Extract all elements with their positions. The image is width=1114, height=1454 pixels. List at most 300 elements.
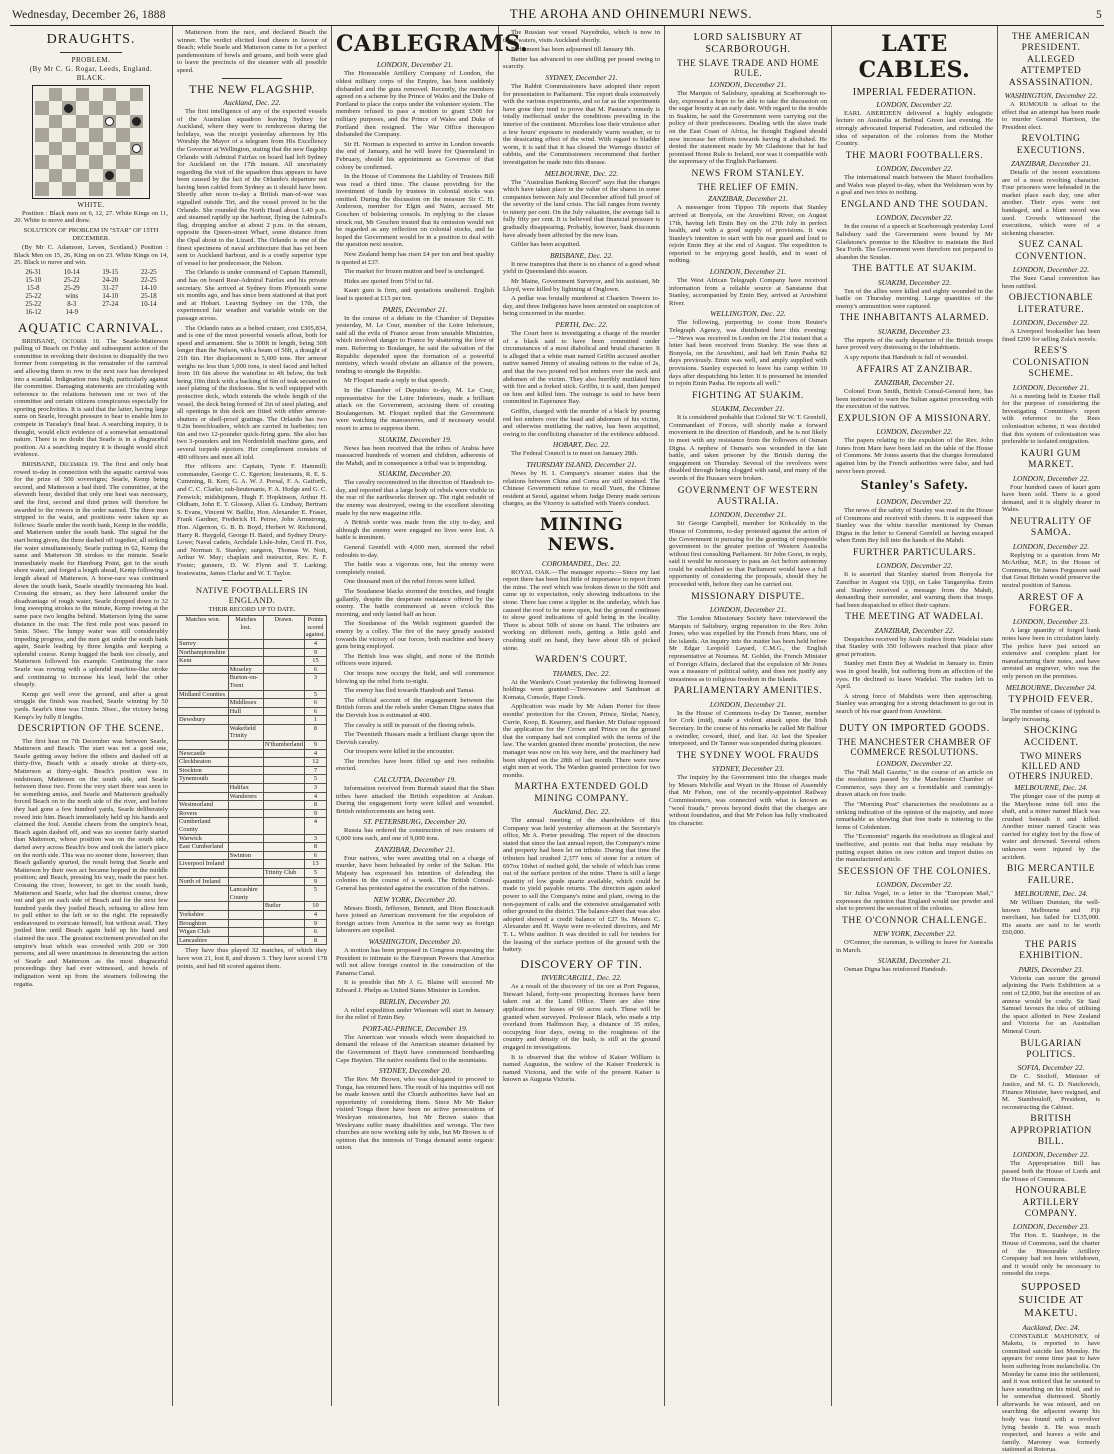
paragraph: As a result of the discovery of tin ore at Port Pegasus, Stewart Island, forty-one prospecting licenses have been taken out at the Land Office. There are also nine applications for leases of 60 acres each. These will be granted when surveyed. Professor Black, who made a trip overland from Halfmoon Bay, a distance of 35 miles, occupying four days, owing to the roughness of the country and density of the bush, is still at the ground engaged in investigations.	[503, 983, 660, 1051]
paragraph: Four natives, who were awaiting trial on a charge of murder, have been beheaded by order of the Sultan. His Majesty has expressed his intention of defending the colonies in the course of a week. The British Consul-General has protested against the execution of the natives.	[336, 854, 494, 893]
column-4	[499, 26, 665, 1406]
table-cell	[178, 792, 229, 801]
move: 22-25	[140, 276, 157, 284]
table-cell	[228, 877, 263, 886]
table-cell: Tynemouth	[178, 775, 229, 784]
paragraph: A motion has been proposed in Congress requesting the President to intimate to the European Powers that America will not allow foreign control in the construction of the Panama Canal.	[336, 946, 494, 977]
dateline: LONDON, December 22.	[876, 99, 953, 109]
paragraph: Sir Julius Vogel, in a letter to the "European Mail," expresses the opinion that England would use powder and shot to prevent the secession of the colonies.	[836, 890, 993, 913]
board-square	[76, 182, 90, 196]
further-title: FURTHER PARTICULARS.	[853, 547, 976, 558]
dateline: COROMANDEL, Dec. 22.	[541, 558, 622, 568]
secession-title: SECESSION OF THE COLONIES.	[837, 866, 992, 877]
move: 22-25	[140, 268, 157, 276]
dateline: LONDON, December 23.	[1012, 617, 1090, 627]
table-cell: Middlesex	[228, 699, 263, 708]
paragraph: A strong force of Mahdists were then approaching. Stanley was arranging for a strong detachment to go out in search of his rear guard from Aruwhimi.	[836, 692, 993, 716]
white-label: WHITE.	[77, 200, 105, 209]
dateline: HOBART, Dec. 22.	[552, 440, 611, 450]
paragraph: The "Morning Post" characterises the resolutions as a striking indication of the opinion of the majority, and more remarkable as showing that free trade is tottering to the home of Cobdenism.	[836, 800, 993, 831]
paragraph: Information received from Burmah stated that the Shan tribes have attacked the British expedition at Arakan. During the engagement forty were killed and wounded. British reinforcements are being sent.	[336, 785, 494, 815]
board-square	[49, 155, 63, 169]
mining-title: MINING NEWS.	[539, 514, 624, 556]
table-row	[178, 792, 327, 801]
board-square	[89, 182, 103, 196]
table-cell: 4	[304, 749, 326, 758]
board-square	[62, 128, 76, 142]
dateline: BRISBANE, October 10.	[22, 337, 101, 345]
paragraph: A relief expedition under Wissman will start in January for the relief of Emin Bey.	[336, 1006, 494, 1022]
dateline: NEW YORK, December 22.	[873, 929, 956, 939]
table-cell: 9	[304, 877, 326, 886]
table-cell	[178, 707, 229, 716]
samoa-title: NEUTRALITY OF SAMOA.	[1009, 516, 1093, 539]
table-cell: Wigan Club	[178, 928, 229, 937]
table-cell: Kent	[178, 657, 229, 666]
table-cell: Broughton	[178, 919, 229, 928]
table-cell: 6	[304, 928, 326, 937]
move: 15-8	[27, 284, 40, 292]
table-cell: 8	[304, 801, 326, 810]
board-square	[103, 128, 117, 142]
dateline: SOFIA, December 22.	[1017, 1063, 1085, 1073]
board-square	[130, 169, 144, 183]
paragraph: The cavalry is still in pursuit of the fleeing rebels.	[344, 721, 476, 729]
table-cell	[228, 766, 263, 775]
table-cell	[228, 928, 263, 937]
board-square	[89, 142, 103, 156]
paragraph: The Hon. E. Stanhope, in the House of Commons, said the charter of the Honourable Artillery Company had not been withdrawn, and it would only be necessary to remodel the corps.	[1002, 1232, 1100, 1278]
divider	[222, 580, 282, 581]
board-square	[49, 142, 63, 156]
rees-title: REES'S COLONISATION SCHEME.	[1012, 346, 1090, 380]
move: 24-20	[102, 276, 119, 284]
paragraph: The number of cases of typhoid is largely increasing.	[1002, 707, 1100, 723]
draughts-board	[32, 85, 150, 199]
white-king-piece	[132, 144, 141, 153]
table-cell: 9	[304, 648, 326, 657]
move: 14-10	[140, 284, 157, 292]
table-cell	[263, 657, 304, 666]
table-cell: East Cumberland	[178, 843, 229, 852]
table-cell	[228, 716, 263, 725]
dateline: ZANZIBAR, December 22.	[874, 625, 955, 635]
table-cell: 3	[304, 674, 326, 690]
table-cell	[228, 868, 263, 877]
dateline: LONDON, December 21.	[709, 80, 787, 89]
table-cell: Trinity Club	[263, 868, 304, 877]
board-square	[35, 155, 49, 169]
paragraph: Application was made by Mr Adam Porter for three months' protection for the Crown, Prince, Sirdar, Nancy, Currie, Koop, B. Kearney, and Banker. Mr Dufaur opposed the application for the Crown and Prince on the ground that the company had not complied with the terms of the law. The warden granted three months' protection, the new manager was now on his way here, and the machinery had been shipped on the 28th of last month. There were now eight men at work. The Warden granted protection for two months.	[503, 703, 660, 779]
table-cell: Yorkshire	[178, 910, 229, 919]
board-square	[130, 128, 144, 142]
battle-title: THE BATTLE AT SUAKIM.	[852, 264, 977, 275]
paragraph: A Liverpool bookseller has been fined £200 for selling Zola's novels.	[1002, 328, 1100, 343]
salisbury-title: LORD SALISBURY AT SCARBOROUGH.	[693, 32, 803, 55]
table-row	[178, 801, 327, 810]
duty-title: DUTY ON IMPORTED GOODS.	[839, 722, 990, 734]
column-5	[665, 26, 832, 1406]
table-cell: 8	[304, 843, 326, 852]
table-cell: Wanderers	[228, 792, 263, 801]
paragraph: Details of the recent executions are of a most revolting character. Four prisoners were beheaded in the market place each day, one after another. Their eyes were not bandaged, and a blunt sword was used. Crowds witnessed the executions, which were of a sickening character.	[1002, 169, 1100, 237]
table-cell: N'thumberland	[264, 741, 303, 749]
aquatic-continued: Matterson from the race, and declared Beach the winner. The verdict elicited loud cheers in favour of Beach; while Searle and Matterson came in for a perfect pandemonium of howls and groans, and both were glad to leave the precincts of the steamer with all possible speed.	[177, 29, 327, 74]
table-cell: 3	[304, 834, 326, 843]
table-cell: 9	[304, 809, 326, 818]
black-man-piece	[64, 104, 73, 113]
table-cell: Butler	[263, 902, 304, 911]
dateline: LONDON, December 21.	[709, 267, 787, 277]
table-cell	[178, 784, 229, 793]
dateline: LONDON, December 22.	[1012, 541, 1090, 551]
typhoid-title: TYPHOID FEVER.	[1008, 694, 1094, 705]
soudan-title: ENGLAND AND THE SOUDAN.	[840, 199, 989, 210]
paragraph: Replying to a question from Mr McArthur, M.P., in the House of Commons, Sir James Fergusson said that Great Britain would preserve the neutral position of Samoa.	[1002, 551, 1100, 590]
dateline: BRISBANE, Dec. 22.	[549, 250, 614, 260]
paragraph: It is possible that Mr J. G. Blaine will succeed Mr Edward J. Phelps as United States Minister in London.	[336, 979, 494, 994]
paragraph: A messenger from Tippoo Tib reports that Stanley arrived at Bonyola, on the Aruwhimi River, on August 17th, having left Emin Bey on the 27th July in perfect health, and with a good supply of provisions. It was Stanley's intention to start with his rear guard and loud to rejoin Emin Bey at the end of August. The expedition is reported to be enjoying good health, and in want of nothing.	[669, 204, 827, 265]
board-square	[103, 115, 117, 129]
move: 25-18	[140, 292, 157, 300]
table-cell: Midland Counties	[178, 690, 229, 699]
aquatic-title: AQUATIC CARNIVAL.	[17, 319, 165, 335]
board-square	[116, 169, 130, 183]
table-cell	[228, 902, 263, 911]
move: 15-10	[25, 276, 42, 284]
board-square	[89, 128, 103, 142]
black-man-piece	[132, 117, 141, 126]
table-cell	[228, 690, 263, 699]
board-square	[49, 182, 63, 196]
paragraph: The plunger case of the pump at the Marybone mine fell into the shaft, and a miner named Black was crushed beneath it and killed. Another miner named Gracie was carried for eighty feet by the flow of water and drowned. Several others unknown were injured by the accident.	[1002, 792, 1100, 861]
suicide-title: SUPPOSED SUICIDE AT MAKETU.	[1018, 1280, 1084, 1320]
table-cell: 5	[304, 868, 326, 877]
paragraph: In the Chamber of Deputies to-day, M. Le Cour, representative for the Loire Inferieure, made a brilliant attack on the Government, accusing them of creating Boulangerism. M. Floquet replied that the Government were watching the manoeuvres, and if necessary would resort to arms to suppress them.	[336, 386, 494, 432]
table-cell: 8	[304, 724, 326, 740]
killed-title: TWO MINERS KILLED AND OTHERS INJURED.	[1008, 750, 1094, 781]
table-cell	[228, 843, 263, 852]
column-header: Points scored against.	[305, 616, 325, 639]
table-row	[178, 809, 327, 818]
western-australia-title: GOVERNMENT OF WESTERN AUSTRALIA.	[677, 485, 819, 507]
dateline: Auckland, Dec. 24.	[1022, 1322, 1080, 1332]
board-square	[116, 101, 130, 115]
paragraph: Mr William Dunstan, the well-known Melbourne and Fiji merchant, has failed for £135,000. His assets are said to be worth £60,000.	[1002, 899, 1100, 937]
aquatic-p2	[14, 461, 168, 689]
table-cell: 4	[304, 639, 326, 648]
board-square	[116, 128, 130, 142]
dateline: SYDNEY, December 21.	[545, 72, 618, 82]
table-cell	[263, 648, 304, 657]
table-cell: Rovers	[178, 809, 229, 818]
flagship-article	[177, 78, 327, 578]
table-cell: 5	[304, 775, 326, 784]
board-square	[62, 169, 76, 183]
table-cell	[228, 801, 263, 810]
paragraph: Russia has ordered the construction of two cruisers of 6,000 tons each, and one of 9,000 tons.	[336, 827, 494, 843]
board-square	[76, 155, 90, 169]
paragraph: The news of the safety of Stanley was read in the House of Commons and received with cheers. It is supposed that Stanley was the white traveller mentioned by Osman Digna in the letter to General Grenfell as having escaped when Emin Bey fell into the hands of the Mahdi.	[836, 506, 993, 545]
paragraph: The "Australian Banking Record" says that the changes which have taken place in the value of the shares in some companies between July and December afford full proof of the severity of the land crisis. The fall ranges from twenty to ninety per cent. On the July valuation, the average fall is fully fifty per cent. It is believed that financial pressure is gradually disappearing. Probably, however, bank discounts have already been affected by the new loan.	[503, 178, 660, 239]
paragraph: A British sortie was made from the city to-day, and although the enemy were engaged no lives were lost. A battle is imminent.	[336, 519, 494, 542]
table-cell: 4	[304, 910, 326, 919]
paragraph: Despatches received by Arab traders from Wadelai state that Stanley with 350 followers reached that place after great privation.	[836, 635, 993, 658]
board-square	[103, 142, 117, 156]
paragraph: Our troopers were killed in the encounter.	[344, 748, 455, 756]
dateline: ZANZIBAR, December 21.	[1011, 159, 1091, 169]
dateline: BERLIN, December 20.	[379, 996, 451, 1006]
table-cell: Northamptonshire	[178, 648, 229, 657]
table-cell: Moseley	[228, 665, 263, 674]
table-cell	[263, 639, 304, 648]
board-square	[103, 101, 117, 115]
table-cell	[263, 919, 304, 928]
dateline: LONDON, December 22.	[876, 213, 953, 223]
paragraph: It is asserted that Stanley started from Bonyola for Zanzibar in August via Ujiji, on Lake Tanganyika. Emin and Stanley received a message from the Mahdi, demanding their surrender, and warning them that troops had been despatched to effect their capture.	[836, 571, 993, 609]
paragraph: A RUMOUR is afloat to the effect that an attempt has been made to murder General Harrison, the President elect.	[1002, 100, 1100, 131]
dateline: SUAKIM, December 21.	[877, 956, 952, 966]
table-row	[178, 818, 327, 834]
issue-date: Wednesday, December 26, 1888	[12, 9, 166, 21]
move: wins	[65, 292, 79, 300]
table-row	[178, 699, 327, 708]
table-cell: 6	[304, 707, 326, 716]
paragraph: The "Economist" regards the resolutions as illogical and ineffective, and points out that India may retaliate by putting export duties on raw cotton and import duties on the manufactured article.	[836, 833, 993, 864]
board-square	[130, 182, 144, 196]
board-grid	[35, 88, 147, 196]
table-cell	[228, 657, 263, 666]
table-cell: Warwick	[178, 834, 229, 843]
table-cell	[228, 818, 263, 834]
dateline: MELBOURNE, Dec. 22.	[544, 168, 619, 178]
paragraph: Osman Digna has reinforced Handoub.	[844, 966, 948, 974]
table-cell: 4	[304, 818, 326, 834]
paragraph: Giftler has been acquitted.	[511, 241, 581, 249]
move: 14-9	[65, 308, 78, 316]
board-square	[35, 115, 49, 129]
table-row	[178, 928, 327, 937]
table-cell	[263, 834, 304, 843]
board-square	[35, 142, 49, 156]
paragraph: Colonel Evan Smith, British Consul-General here, has been instructed to warn the Sultan against proceeding with the execution of the natives.	[836, 388, 993, 411]
board-square	[62, 115, 76, 129]
dateline: MELBOURNE, December 24.	[1005, 682, 1097, 692]
paragraph: In the course of a speech at Scarborough yesterday Lord Salisbury said the Government were bound by Mr Gladstone's promise to the Khedive to maintain the Red Sea Forth. The Government were therefore not prepared to abandon the Soudan.	[836, 223, 993, 261]
board-square	[49, 128, 63, 142]
table-cell	[263, 749, 304, 758]
board-square	[103, 155, 117, 169]
paragraph: The Marquis of Salisbury, speaking at Scarborough to-day, expressed a hope to be able to take the discussion on the sugar bounty at an early date. With regard to the trouble in Suakim, he said the Government were carrying out the policy of their predecessors. Dealing with the slave trade on the East Coast of Africa, he thought England should now increase her efforts towards having it abolished. He denied the statement made by Mr Gladstone that he had promised Home Rule to Ireland, nor was it compatible with the supremacy of the English Parliament.	[669, 90, 827, 166]
table-cell	[178, 886, 229, 902]
table-cell: 1	[304, 716, 326, 725]
table-cell: Hull	[228, 707, 263, 716]
objectionable-title: OBJECTIONABLE LITERATURE.	[1008, 293, 1094, 315]
stanley-news-title: NEWS FROM STANLEY.	[691, 168, 805, 179]
dateline: Auckland, Dec. 22.	[552, 807, 611, 817]
paragraph: Hides are quoted from 5½d to 6d.	[344, 277, 433, 285]
dateline: LONDON, December 23.	[1012, 1222, 1090, 1232]
description-p1: The first heat on 7th December was between Searle, Matterson and Beach. The start was not a good one, Searle getting away before the others and dashed off at thirty-five, Beach with a steady stroke at thirty-six, Matterson at thirty-eight. Beach's position was in midstream, Matterson on the south side, and Searle between these two. From the very start there was seen to be something amiss, and Searle and Matterson gradually forced Beach on to the north side of the river, and before they had gone a few hundred yards, Searle deliberately rowed into him. Beach immediately held up his hands and claimed the foul. Amidst cheers from the umpire's boat, Beach again dashed off, and was no sooner fairly started than Matterson, whose position was on the south side, darted awry across Beach's bow and took the latter's place on the north side. This was no sooner done, however, than Beach gallantly spurted, the result being that Searle and Matterson by their own act became hopped in the middle position; and Beach, pressing his way, made the pace hot. Crossing the river, however, to get to the south bank, Matterson and Searle, who had the shortest course, drew out and got on each side of Beach and for the next few hundred yards they jostled Beach, refusing to allow him to pull either to the left or to the right. He repeatedly endeavoured to extricate himself, but without avail. They jostled him until Beach again held up his hand and claimed the race. The greatest excitement prevailed on the umpire's boat which was crowded with 200 or 300 persons, and all were unanimous in denouncing the action of Searle and Matterson as the most disgraceful proceedings they had ever witnessed, and howls of indignation went up from the steamers following the regatta.	[14, 737, 168, 988]
move: 26-31	[25, 268, 42, 276]
dateline: CALCUTTA, December 19.	[373, 775, 457, 785]
dateline: INVERCARGILL, Dec. 22.	[541, 973, 622, 983]
table-cell: Stockton	[178, 766, 229, 775]
paragraph: Butter has advanced to one shilling per pound owing to scarcity.	[503, 55, 660, 71]
paragraph: Victoria can secure the ground adjoining the Paris Exhibition at a rent of £2,000, but the erection of an annexe would be costly. Sir Saul Samuel favours the idea of utilising the space allotted to New Zealand and Victoria for an Australian Mineral Court.	[1002, 974, 1100, 1035]
amenities-title: PARLIAMENTARY AMENITIES.	[673, 686, 823, 697]
table-cell	[178, 741, 229, 750]
revolting-title: REVOLTING EXECUTIONS.	[1016, 134, 1086, 156]
board-square	[76, 115, 90, 129]
wool-frauds-title: THE SYDNEY WOOL FRAUDS	[676, 750, 820, 761]
move: 27-24	[102, 300, 119, 308]
table-cell	[263, 690, 304, 699]
table-cell: Swinton	[228, 851, 263, 860]
table-cell	[263, 784, 304, 793]
table-cell	[178, 724, 229, 740]
divider	[222, 78, 282, 79]
dateline: WASHINGTON, December 20.	[368, 936, 462, 946]
dateline: ZANZIBAR, December 21.	[375, 844, 455, 854]
paragraph: The cavalry reconnoitred in the direction of Handoub to-day, and reported that a large body of rebels were visible in the rear of the earthworks thrown up. The right redoubt of the enemy was destroyed, owing to the excellent shooting made by the new magazine rifle.	[336, 479, 494, 517]
dateline: LONDON, December 22.	[876, 496, 953, 506]
table-cell: Surrey	[178, 639, 229, 648]
paragraph: General Grenfell with 4,000 men, stormed the rebel redoubts to-day.	[336, 544, 494, 559]
column-6	[832, 26, 998, 1406]
dateline: WASHINGTON, December 22.	[1004, 90, 1098, 100]
board-square	[49, 101, 63, 115]
board-square	[49, 88, 63, 102]
paragraph: The official account of the engagement between the British forces and the rebels under Osman Digna states that the Dervish loss is estimated at 400.	[336, 696, 494, 719]
position-text: Position : Black men on 6, 12, 27. White Kings on 11, 20. White to move and draw.	[14, 209, 168, 225]
table-cell	[263, 809, 304, 818]
table-header-row	[178, 616, 327, 640]
paragraph: The papers relating to the expulsion of the Rev. John Jones from Mare have been laid on the table of the House of Commons. Mr Jones asserts that the charges formulated against him by the French authorities were false, and had never been proved.	[836, 437, 993, 475]
paragraph: A spy reports that Handoub is full of wounded.	[844, 354, 968, 362]
paragraph: The "Pall Mall Gazette," in the course of an article on the resolutions passed by the Manchester Chamber of Commerce, says they are a formidable and cunningly-drawn attack on free trade.	[836, 768, 993, 799]
table-cell: Liverpool Ireland	[178, 860, 229, 869]
move: 14-10	[102, 292, 119, 300]
table-row	[178, 834, 327, 843]
table-row	[178, 690, 327, 699]
move: 16-12	[25, 308, 42, 316]
table-cell	[263, 724, 304, 740]
dateline: LONDON, December 22.	[1012, 265, 1090, 275]
paragraph: The American war vessels which were despatched to demand the release of the American steamer detained by the Government of Hayti have commenced bombarding Cape Haytien. The native residents fled to the mountains.	[336, 1033, 494, 1064]
dateline: LONDON, December 21.	[709, 605, 787, 615]
paragraph: The trenches have been filled up and two redoubts erected.	[336, 757, 494, 773]
board-square	[35, 182, 49, 196]
move: 8-3	[67, 300, 77, 308]
footballers-table-section	[177, 580, 327, 970]
table-cell: Cumberland County	[178, 818, 229, 834]
table-row	[178, 749, 327, 758]
table-cell	[263, 792, 304, 801]
paragraph: At a meeting held in Exeter Hall for the purpose of considering the Investigating Committee's report with reference to the Rees colonisation scheme, it was decided that this system of colonisation was preferable to isolated emigration.	[1002, 392, 1100, 446]
table-cell: 3	[304, 784, 326, 793]
table-cell: 6	[304, 665, 326, 674]
board-square	[89, 88, 103, 102]
column-1	[10, 26, 173, 1406]
table-cell	[263, 877, 304, 886]
paper-title: THE AROHA AND OHINEMURI NEWS.	[509, 6, 753, 21]
paragraph: It now transpires that there is no chance of a good wheat yield in Queensland this season.	[503, 260, 660, 276]
problem-label: PROBLEM.	[71, 55, 111, 64]
table-cell	[263, 860, 304, 869]
dateline: SUAKIM, December 21.	[711, 404, 785, 414]
paragraph: ROYAL OAK.—The manager reports:—Since my last report there has been but little of importance to report from the mine. The reef which was broken down to the 60ft and came up to expectation, only showing indications in the stone. There has come a tippler in the underlay, which has caused the roof to be more open, but the ground continues to show good indications of gold being in the locality. There is about 50lb of stone on hand. The tributers are working on different reefs, getting a little gold and crushing stuff on hand, they have about 6lb of picked stone.	[503, 568, 660, 652]
dateline: LONDON, December 21.	[376, 60, 454, 70]
dateline: SUAKIM, December 22.	[877, 277, 952, 287]
table-cell: Westmorland	[178, 801, 229, 810]
paragraph: In the House of Commons to-day Dr Tanner, member for Cork (mid), made a violent attack upon the Irish Secretary. In the course of his remarks he called Mr Balfour a swindler, coward, thief, and liar. At last the Speaker interposed, and Dr Tanner was suspended during pleasure.	[669, 709, 827, 748]
paragraph: The first intelligence of any of the expected vessels of the Australian squadron leaving Sydney for Auckland, where they were to rendezvous during the holidays, was the receipt yesterday afternoon by His Worship the Mayor of a telegram from His Excellency the Governor at Wellington, stating that the new flagship Orlando with Admiral Fairfax on board had left Sydney for Auckland on the 17th instant. All uncertainty regarding the visit of the squadron thus appears to have been caused by the fact of the Orlando's departure not having been cabled from Sydney as it should have been. Shortly after noon to-day a British man-of-war was signalled outside Tiri, and the vessel proved to be the Orlando. She rounded the North Head about 1.40 p.m. and steamed rapidly up the harbour, flying the Admiral's flag, dropping anchor at about 2 p.m. in the stream, opposite the Queen-street Wharf, some distance from the Opal about to the Lizard. The Orlando is one of the finest specimens of naval architecture that has yet been sent to Auckland harbour, and is a costly superior type of vessel to her predecessor, the Nelson.	[177, 107, 327, 267]
table-cell: Newcastle	[178, 749, 229, 758]
board-square	[116, 182, 130, 196]
board-square	[49, 115, 63, 129]
move: 25-22	[25, 292, 42, 300]
table-cell: 6	[304, 851, 326, 860]
dateline: SYDNEY, December 23.	[711, 764, 785, 774]
relief-emin-title: THE RELIEF OF EMIN.	[697, 182, 799, 193]
paragraph: The reports of the early departure of the British troops have proved very distressing to the inhabitants.	[836, 336, 993, 352]
table-cell	[263, 716, 304, 725]
solution-author: (By Mr C. Adamson, Leven, Scotland.) Position : Black Men on 15, 26, King on on 23. White Kings on 14, 25. Black to move and win.	[14, 244, 168, 267]
late-cables-title: LATE CABLES.	[858, 31, 971, 84]
paragraph: Ten of the allies were killed and eighty wounded in the battle on Thursday morning. Large quantities of the enemy's ammunition were captured.	[836, 287, 993, 310]
paragraph: The Soudanese blacks stormed the trenches, and fought gallantly, despite the desperate resistance offered by the enemy. The battle commenced at seven o'clock this morning, and only lasted half an hour.	[336, 588, 494, 618]
footballers-table	[177, 615, 327, 945]
solution-moves	[14, 269, 168, 317]
board-square	[89, 155, 103, 169]
stanley-safety-title: Stanley's Safety.	[860, 478, 969, 494]
wadelai-title: THE MEETING AT WADELAI.	[845, 612, 984, 623]
table-cell	[263, 665, 304, 674]
imperial-title: IMPERIAL FEDERATION.	[852, 86, 977, 98]
dateline: LONDON, December 21.	[709, 510, 787, 520]
suakim-fighting-title: FIGHTING AT SUAKIM.	[692, 390, 804, 401]
board-square	[130, 88, 144, 102]
paragraph: Griffin, charged with the murder of a black by pouring red hot embers over the head and abdomen of his victim, and otherwise mutilating the native, has been acquitted, owing to the conflicting character of the evidence adduced.	[503, 407, 660, 438]
paragraph: The Federal Council is to meet on January 28th.	[511, 450, 638, 458]
martha-title: MARTHA EXTENDED GOLD MINING COMPANY.	[514, 782, 649, 804]
paragraph: Parliament has been adjourned till January 8th.	[511, 46, 635, 54]
column-2	[173, 26, 332, 1406]
paragraph: Sir H. Norman is expected to arrive in London towards the end of January, and he will leave for Queensland in February, should his appointment as Governor of that colony be confirmed.	[336, 140, 494, 171]
table-cell	[228, 741, 263, 750]
table-cell: 10	[304, 902, 326, 911]
table-cell	[263, 674, 304, 690]
board-square	[76, 169, 90, 183]
manchester-title: THE MANCHESTER CHAMBER OF COMMERCE RESOLUTIONS.	[837, 736, 992, 757]
board-square	[116, 142, 130, 156]
solution-heading: SOLUTION OF PROBLEM IN "STAR" OF 15TH DECEMBER.	[23, 226, 159, 242]
table-cell: Lancashire	[178, 936, 229, 945]
paragraph: It is observed that the widow of Kaiser William is named Augustus, the widow of the Kaiser Frederick is named Victoria, and the wife of the present Kaiser is known as Augusta Victoria.	[503, 1053, 660, 1084]
table-cell: 4	[304, 792, 326, 801]
cablegrams-title: CABLEGRAMS.	[336, 31, 529, 57]
dateline: PARIS, December 23.	[1018, 964, 1084, 974]
paragraph: The Orlando rates as a belted cruiser, cost £305,834, and is one of the most powerful vessels afloat, both for speed and armament. She is 300ft in length, being 30ft longer than the Nelson, with a beam of 56ft, a draught of 21ft 6in. Her displacement is 5,600 tons. Her armour weighs no less than 1,000 tons, is steel faced and belted from 1ft 6in above the waterline to 4ft below, the belt being 10in thick with a backing of 6in of teak secured in steel plating of the thickness. She is well equipped with protective deck, which extends the whole length of the vessel, the deck being formed of 2in of steel plating, and all openings in this deck are fitted with either armour-shutters or shell-proof gratings. The Orlando has two 9.2in breechloaders, which are carried in barbettes; ten 6in and two 12-pounder quick-firing guns. She also has two 3-pounders and ten Nordenfeldt machine guns, and several torpedo ejectors. Her complement consists of 480 officers and men all told.	[177, 324, 327, 461]
black-man-piece	[105, 171, 114, 180]
paragraph: One thousand men of the rebel forces were killed.	[344, 578, 476, 586]
table-row	[178, 648, 327, 657]
table-row	[178, 766, 327, 775]
board-square	[89, 169, 103, 183]
board-square	[89, 115, 103, 129]
table-cell	[263, 886, 304, 902]
